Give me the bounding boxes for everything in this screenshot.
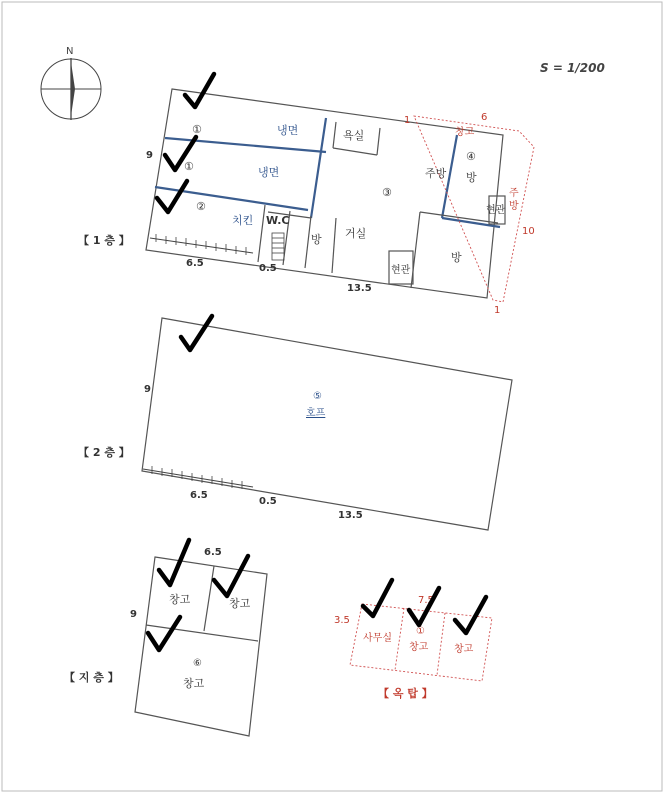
room-2-label: 치킨 xyxy=(232,214,254,227)
second-dim-b: 0.5 xyxy=(259,496,277,507)
room-5-number: ⑤ xyxy=(313,391,322,402)
first-floor-plan xyxy=(146,89,534,302)
basement-storage-1: 창고 xyxy=(169,593,191,606)
basement-floor-label: 【 지 층 】 xyxy=(64,671,119,684)
basement-storage-2: 창고 xyxy=(229,597,251,610)
room-2-number: ② xyxy=(196,200,206,213)
check-mark-icon xyxy=(363,580,392,616)
rooftop-storage-2: 창고 xyxy=(454,644,474,655)
second-dim-c: 13.5 xyxy=(338,510,363,521)
rooftop-storage-1: 창고 xyxy=(409,642,429,653)
first-ext-bottom: 1 xyxy=(494,305,501,316)
kitchen-label: 주방 xyxy=(425,167,447,180)
room-3-number: ③ xyxy=(382,186,392,199)
room-4-label: 방 xyxy=(466,171,477,184)
check-mark-icon xyxy=(214,556,248,596)
compass-label: N xyxy=(66,46,74,57)
first-dim-c: 13.5 xyxy=(347,283,372,294)
bath-label: 욕실 xyxy=(343,129,365,142)
room-1a-label: 냉면 xyxy=(277,124,299,137)
basement-dim-h: 9 xyxy=(130,609,137,620)
check-mark-icon xyxy=(409,588,439,625)
check-mark-icon xyxy=(181,316,212,350)
check-mark-icon xyxy=(159,540,189,585)
room-5-label: 호프 xyxy=(306,408,326,419)
first-ext-side: 10 xyxy=(522,226,535,237)
room-a-label: 방 xyxy=(311,233,322,246)
room-1b-label: 냉면 xyxy=(258,166,280,179)
wc-label: W.C xyxy=(266,214,290,227)
first-dim-b: 0.5 xyxy=(259,263,277,274)
entry-b-label: 현관 xyxy=(486,205,506,216)
first-ext-top-b: 6 xyxy=(481,112,488,123)
rooftop-office: 사무실 xyxy=(363,633,392,644)
room-6-number: ⑥ xyxy=(193,658,202,669)
check-mark-icon xyxy=(148,617,180,650)
first-dim-a: 6.5 xyxy=(186,258,204,269)
rooftop-dim-h: 3.5 xyxy=(334,615,350,626)
room-1b-number: ① xyxy=(184,160,194,173)
storage-ext-label: 창고 xyxy=(455,127,475,138)
side-kitchen-label: 주 방 xyxy=(509,188,519,212)
rooftop-label: 【 옥 탑 】 xyxy=(378,687,433,700)
second-dim-height: 9 xyxy=(144,384,151,395)
check-mark-icon xyxy=(455,597,486,633)
basement-dim-w: 6.5 xyxy=(204,547,222,558)
check-mark-icon xyxy=(185,74,214,107)
check-mark-icon xyxy=(157,181,187,212)
room-3-label: 거실 xyxy=(345,227,367,240)
second-floor-label: 【 2 층 】 xyxy=(78,446,130,459)
room-b-label: 방 xyxy=(451,251,462,264)
rooftop-storage-number: ① xyxy=(416,626,425,637)
north-compass-icon xyxy=(41,58,101,120)
room-4-number: ④ xyxy=(466,150,476,163)
first-ext-top-a: 1 xyxy=(404,115,411,126)
entry-a-label: 현관 xyxy=(391,265,411,276)
room-1a-number: ① xyxy=(192,123,202,136)
basement-storage-6: 창고 xyxy=(183,677,205,690)
scale-label: S = 1/200 xyxy=(540,61,605,75)
first-dim-height: 9 xyxy=(146,150,153,161)
first-floor-label: 【 1 층 】 xyxy=(78,234,130,247)
second-dim-a: 6.5 xyxy=(190,490,208,501)
rooftop-dim-w: 7.5 xyxy=(418,595,434,606)
